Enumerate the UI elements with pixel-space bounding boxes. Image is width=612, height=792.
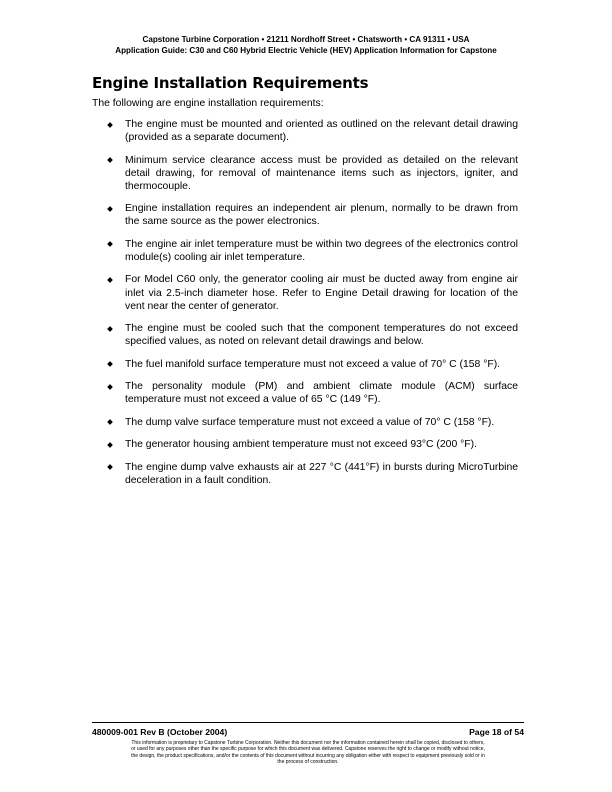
list-item: [108, 438, 518, 451]
page-header: [0, 34, 612, 56]
list-item: [108, 322, 518, 348]
diamond-bullet-icon: [107, 326, 113, 332]
list-item: [108, 273, 518, 312]
list-item-text: Engine installation requires an independent air plenum, normally to be drawn from the same source as the power electronics.: [125, 203, 518, 228]
list-item-text: The generator housing ambient temperature must not exceed 93°C (200 °F).: [125, 439, 477, 451]
requirements-list: [108, 118, 518, 496]
list-item-text: The engine dump valve exhausts air at 227 °C (441°F) in bursts during MicroTurbine deceleration in a fault condition.: [125, 461, 518, 486]
diamond-bullet-icon: [107, 419, 113, 425]
section-intro: The following are engine installation requirements:: [92, 98, 324, 109]
header-company-line: Capstone Turbine Corporation • 21211 Nordhoff Street • Chatsworth • CA 91311 • USA: [142, 35, 470, 44]
diamond-bullet-icon: [107, 442, 113, 448]
diamond-bullet-icon: [107, 206, 113, 212]
disclaimer-line: This information is proprietary to Capstone Turbine Corporation. Neither this document nor the information contained herein shall be copied, disclosed to others,: [131, 740, 485, 746]
list-item-text: For Model C60 only, the generator cooling air must be ducted away from engine air inlet via 2.5-inch diameter hose. Refer to Engine Detail drawing for location of the vent near the center of generator.: [125, 274, 518, 312]
diamond-bullet-icon: [107, 277, 113, 283]
diamond-bullet-icon: [107, 157, 113, 163]
footer-divider: [92, 722, 524, 723]
list-item-text: Minimum service clearance access must be provided as detailed on the relevant detail drawing, for removal of maintenance items such as injectors, igniter, and thermocouple.: [125, 154, 518, 192]
list-item-text: The engine must be mounted and oriented as outlined on the relevant detail drawing (provided as a separate document).: [125, 119, 518, 144]
list-item: [108, 118, 518, 144]
diamond-bullet-icon: [107, 384, 113, 390]
diamond-bullet-icon: [107, 464, 113, 470]
section-title: Engine Installation Requirements: [92, 74, 369, 92]
diamond-bullet-icon: [107, 241, 113, 247]
list-item-text: The fuel manifold surface temperature must not exceed a value of 70° C (158 °F).: [125, 358, 501, 370]
list-item-text: The engine air inlet temperature must be within two degrees of the electronics control module(s) cooling air inlet temperature.: [125, 238, 518, 263]
list-item: [108, 358, 518, 371]
disclaimer-line: the process of construction.: [277, 758, 339, 765]
list-item: [108, 380, 518, 406]
disclaimer-line: or used for any purposes other than the specific purpose for which this document was delivered. Capstone reserves the right to change or modify without notice,: [131, 746, 485, 753]
footer-disclaimer: [92, 740, 524, 765]
list-item: [108, 461, 518, 487]
list-item: [108, 154, 518, 193]
list-item: [108, 202, 518, 228]
list-item-text: The personality module (PM) and ambient climate module (ACM) surface temperature must not exceed a value of 65 °C (149 °F).: [125, 381, 518, 406]
header-guide-line: Application Guide: C30 and C60 Hybrid Electric Vehicle (HEV) Application Information for Capstone: [115, 46, 497, 55]
list-item: [108, 416, 518, 429]
list-item: [108, 238, 518, 264]
footer-doc-id: 480009-001 Rev B (October 2004): [92, 727, 228, 737]
disclaimer-line: the design, the product specifications, and/or the contents of this document without incurring any obligation either with respect to equipment previously sold or in: [131, 752, 485, 759]
list-item-text: The engine must be cooled such that the component temperatures do not exceed specified values, as noted on relevant detail drawings and below.: [125, 323, 518, 348]
footer-page-number: Page 18 of 54: [469, 727, 524, 737]
diamond-bullet-icon: [107, 122, 113, 128]
list-item-text: The dump valve surface temperature must not exceed a value of 70° C (158 °F).: [125, 416, 495, 428]
diamond-bullet-icon: [107, 361, 113, 367]
